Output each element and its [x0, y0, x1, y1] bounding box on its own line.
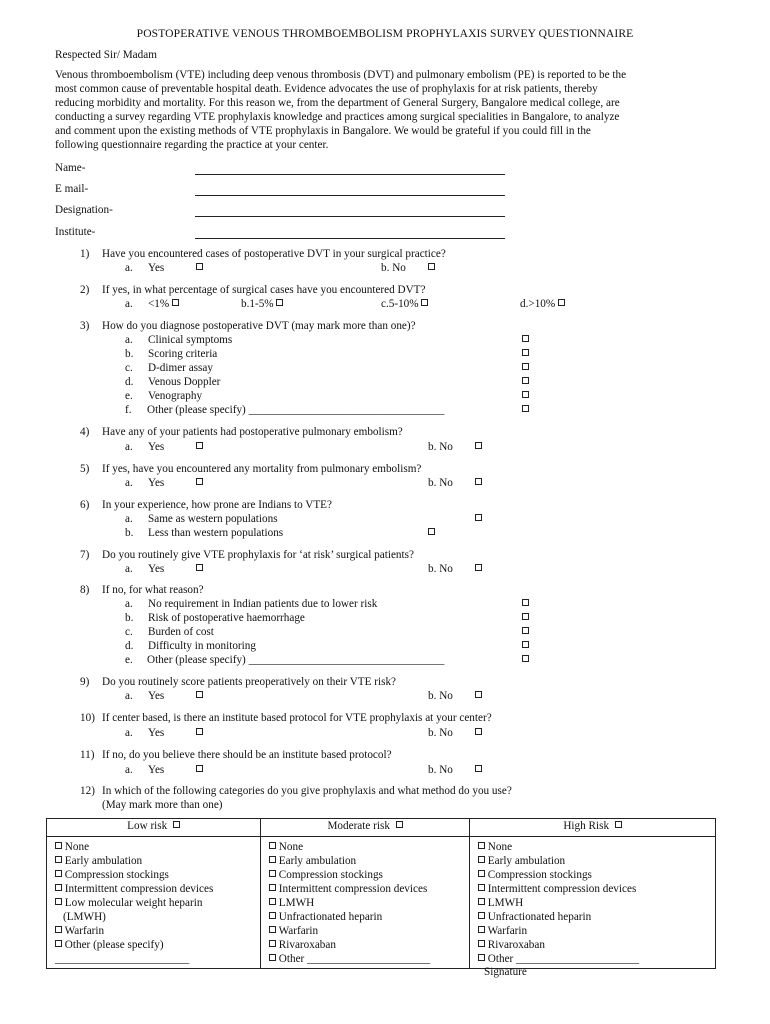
checkbox[interactable]: [522, 347, 529, 361]
question-text: If no, do you believe there should be an institute based protocol?: [102, 749, 392, 761]
list-item[interactable]: Low molecular weight heparin: [55, 896, 254, 910]
option-letter: c.: [125, 362, 133, 374]
checkbox[interactable]: [475, 562, 482, 576]
option-letter: a.: [125, 298, 133, 310]
checkbox[interactable]: [421, 299, 428, 306]
high-risk-cell: [470, 837, 716, 969]
checkbox[interactable]: [522, 333, 529, 347]
list-item[interactable]: Rivaroxaban: [269, 938, 463, 952]
checkbox[interactable]: [428, 526, 435, 540]
other-blank[interactable]: ________________________: [55, 953, 190, 965]
prophylaxis-table: [46, 818, 716, 969]
option-text: Clinical symptoms: [148, 334, 233, 346]
option-lt1: <1%: [148, 297, 179, 311]
list-item[interactable]: Unfractionated heparin: [269, 910, 463, 924]
checkbox[interactable]: [475, 763, 482, 777]
option-text: Less than western populations: [148, 527, 284, 539]
checkbox[interactable]: [172, 299, 179, 306]
option-letter: a.: [125, 513, 133, 525]
option-yes-label: Yes: [148, 563, 165, 575]
list-item[interactable]: Other ______________________: [269, 952, 463, 966]
checkbox[interactable]: [522, 597, 529, 611]
checkbox[interactable]: [522, 653, 529, 667]
list-item-continuation: (LMWH): [63, 911, 106, 923]
name-field[interactable]: [195, 174, 505, 175]
question-number: 10): [80, 712, 95, 724]
question-text: In your experience, how prone are Indians to VTE?: [102, 499, 332, 511]
intro-line: Venous thromboembolism (VTE) including deep venous thrombosis (DVT) and pulmonary embolism (PE) is reported to be the: [55, 69, 627, 81]
checkbox[interactable]: [475, 726, 482, 740]
option-letter: b.: [125, 348, 134, 360]
checkbox[interactable]: [396, 821, 403, 828]
option-letter: d.: [125, 376, 134, 388]
option-yes-label: Yes: [148, 441, 165, 453]
list-item[interactable]: None: [478, 840, 709, 854]
intro-line: conducting a survey regarding VTE prophylaxis knowledge and practices among surgical specialities in Bangalore, to analyze: [55, 111, 620, 123]
question-text: If center based, is there an institute based protocol for VTE prophylaxis at your center?: [102, 712, 492, 724]
option-no-label: b. No: [381, 262, 406, 274]
option-letter: a.: [125, 598, 133, 610]
checkbox[interactable]: [276, 299, 283, 306]
intro-line: following questionnaire regarding the practice at your center.: [55, 139, 329, 151]
question-text: How do you diagnose postoperative DVT (may mark more than one)?: [102, 320, 416, 332]
question-number: 7): [80, 549, 90, 561]
option-no-label: b. No: [428, 764, 453, 776]
option-letter: a.: [125, 563, 133, 575]
option-gt10: d.>10%: [520, 297, 565, 311]
checkbox[interactable]: [196, 726, 203, 740]
checkbox[interactable]: [196, 689, 203, 703]
option-1-5: b.1-5%: [241, 297, 283, 311]
question-number: 11): [80, 749, 95, 761]
question-number: 12): [80, 785, 95, 797]
col-header-low-risk: Low risk: [47, 819, 261, 837]
list-item[interactable]: None: [55, 840, 254, 854]
option-letter: c.: [125, 626, 133, 638]
option-yes-label: Yes: [148, 690, 165, 702]
option-no-label: b. No: [428, 441, 453, 453]
option-letter: d.: [125, 640, 134, 652]
option-letter: a.: [125, 764, 133, 776]
designation-field[interactable]: [195, 216, 505, 217]
question-text: Do you routinely give VTE prophylaxis for ‘at risk’ surgical patients?: [102, 549, 414, 561]
option-letter: f.: [125, 404, 132, 416]
option-yes-label: Yes: [148, 477, 165, 489]
question-text: If no, for what reason?: [102, 584, 204, 596]
checkbox[interactable]: [196, 476, 203, 490]
option-yes-label: Yes: [148, 262, 165, 274]
question-number: 8): [80, 584, 90, 596]
col-header-high-risk: High Risk: [470, 819, 716, 837]
list-item[interactable]: Intermittent compression devices: [269, 882, 463, 896]
option-yes-label: Yes: [148, 727, 165, 739]
list-item[interactable]: Early ambulation: [269, 854, 463, 868]
checkbox[interactable]: [522, 639, 529, 653]
list-item[interactable]: Warfarin: [55, 924, 254, 938]
list-item[interactable]: Warfarin: [269, 924, 463, 938]
option-text: Venography: [148, 390, 203, 402]
checkbox[interactable]: [196, 763, 203, 777]
table-row: [47, 837, 716, 969]
list-item[interactable]: Compression stockings: [269, 868, 463, 882]
salutation: Respected Sir/ Madam: [55, 49, 157, 61]
checkbox[interactable]: [558, 299, 565, 306]
option-5-10: c.5-10%: [381, 297, 428, 311]
list-item[interactable]: Warfarin: [478, 924, 709, 938]
checkbox[interactable]: [196, 562, 203, 576]
checkbox[interactable]: [196, 440, 203, 454]
question-number: 9): [80, 676, 90, 688]
question-text: Do you routinely score patients preoperatively on their VTE risk?: [102, 676, 397, 688]
option-letter: a.: [125, 441, 133, 453]
intro-line: reducing morbidity and mortality. For this reason we, from the department of General Surgery, Bangalore medical college, are: [55, 97, 620, 109]
document-title: POSTOPERATIVE VENOUS THROMBOEMBOLISM PROPHYLAXIS SURVEY QUESTIONNAIRE: [136, 27, 634, 40]
question-number: 6): [80, 499, 90, 511]
list-item[interactable]: None: [269, 840, 463, 854]
checkbox[interactable]: [522, 375, 529, 389]
checkbox[interactable]: [475, 512, 482, 526]
intro-line: most common cause of preventable hospital death. Evidence advocates the use of prophylaxis for at risk patients, thereby: [55, 83, 598, 95]
list-item[interactable]: Compression stockings: [478, 868, 709, 882]
question-text: Have any of your patients had postoperative pulmonary embolism?: [102, 426, 403, 438]
question-text: Have you encountered cases of postoperative DVT in your surgical practice?: [102, 248, 446, 260]
option-no-label: b. No: [428, 690, 453, 702]
option-text: Other (please specify) ___________________________________: [147, 404, 445, 416]
question-subtext: (May mark more than one): [102, 799, 223, 811]
institute-field[interactable]: [195, 238, 505, 239]
question-number: 2): [80, 284, 90, 296]
option-text: Difficulty in monitoring: [148, 640, 256, 652]
question-number: 1): [80, 248, 90, 260]
checkbox[interactable]: [522, 389, 529, 403]
option-text: Other (please specify) ___________________________________: [147, 654, 445, 666]
option-text: Burden of cost: [148, 626, 214, 638]
question-text: In which of the following categories do you give prophylaxis and what method do you use?: [102, 785, 512, 797]
option-text: Scoring criteria: [148, 348, 218, 360]
email-label: E mail-: [55, 183, 89, 195]
name-label: Name-: [55, 162, 86, 174]
option-no-label: b. No: [428, 563, 453, 575]
option-text: Risk of postoperative haemorrhage: [148, 612, 305, 624]
option-letter: e.: [125, 390, 133, 402]
option-text: No requirement in Indian patients due to lower risk: [148, 598, 378, 610]
list-item[interactable]: Compression stockings: [55, 868, 254, 882]
question-text: If yes, in what percentage of surgical cases have you encountered DVT?: [102, 284, 426, 296]
option-text: Venous Doppler: [148, 376, 221, 388]
question-number: 5): [80, 463, 90, 475]
option-letter: b.: [125, 527, 134, 539]
list-item[interactable]: LMWH: [478, 896, 709, 910]
option-no-label: b. No: [428, 477, 453, 489]
list-item[interactable]: Other (please specify): [55, 938, 254, 952]
option-no-label: b. No: [428, 727, 453, 739]
list-item[interactable]: Unfractionated heparin: [478, 910, 709, 924]
col-header-moderate-risk: Moderate risk: [261, 819, 470, 837]
question-text: If yes, have you encountered any mortality from pulmonary embolism?: [102, 463, 422, 475]
checkbox[interactable]: [475, 440, 482, 454]
list-item[interactable]: LMWH: [269, 896, 463, 910]
table-header-row: [47, 819, 716, 837]
list-item[interactable]: Early ambulation: [55, 854, 254, 868]
option-letter: a.: [125, 477, 133, 489]
email-field[interactable]: [195, 195, 505, 196]
option-letter: a.: [125, 727, 133, 739]
intro-paragraph: [55, 68, 715, 152]
question-number: 3): [80, 320, 90, 332]
checkbox[interactable]: [428, 261, 435, 275]
question-number: 4): [80, 426, 90, 438]
option-letter: b.: [125, 612, 134, 624]
list-item[interactable]: Intermittent compression devices: [55, 882, 254, 896]
checkbox[interactable]: [522, 625, 529, 639]
checkbox[interactable]: [522, 403, 529, 417]
checkbox[interactable]: [522, 361, 529, 375]
option-letter: a.: [125, 262, 133, 274]
list-item[interactable]: Intermittent compression devices: [478, 882, 709, 896]
low-risk-cell: [47, 837, 261, 969]
list-item[interactable]: Early ambulation: [478, 854, 709, 868]
designation-label: Designation-: [55, 204, 113, 216]
option-letter: e.: [125, 654, 133, 666]
list-item[interactable]: Other ______________________: [478, 952, 709, 966]
list-item[interactable]: Rivaroxaban: [478, 938, 709, 952]
checkbox[interactable]: [475, 476, 482, 490]
option-letter: a.: [125, 334, 133, 346]
option-letter: a.: [125, 690, 133, 702]
signature-label: Signature: [484, 966, 527, 978]
checkbox[interactable]: [196, 261, 203, 275]
institute-label: Institute-: [55, 226, 96, 238]
checkbox[interactable]: [522, 611, 529, 625]
moderate-risk-cell: [261, 837, 470, 969]
option-yes-label: Yes: [148, 764, 165, 776]
option-text: D-dimer assay: [148, 362, 213, 374]
checkbox[interactable]: [475, 689, 482, 703]
checkbox[interactable]: [615, 821, 622, 828]
option-text: Same as western populations: [148, 513, 278, 525]
intro-line: and comment upon the existing methods of VTE prophylaxis in Bangalore. We would be grateful if you could fill in the: [55, 125, 591, 137]
checkbox[interactable]: [173, 821, 180, 828]
